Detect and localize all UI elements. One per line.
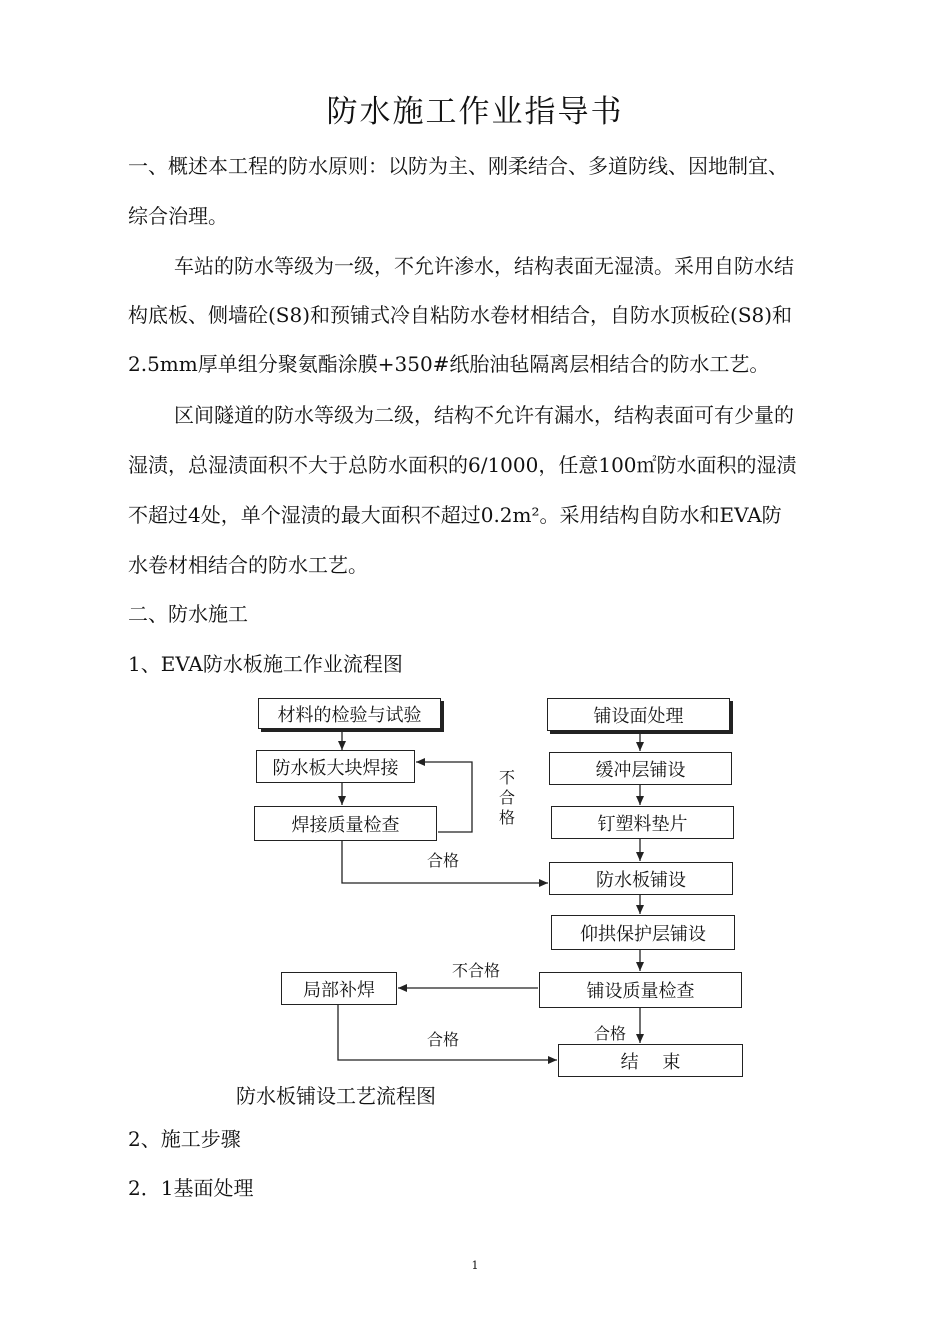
section-heading-construction: 二、防水施工: [128, 602, 248, 626]
label-fail-lay-check: 不合格: [452, 961, 501, 980]
flow-box-lay-check: 铺设质量检查: [539, 972, 742, 1008]
label-pass-lay-check: 合格: [594, 1024, 627, 1043]
subsection-steps-heading: 2、施工步骤: [128, 1127, 241, 1151]
flow-box-buffer: 缓冲层铺设: [549, 752, 732, 785]
flow-box-end: 结 束: [558, 1044, 743, 1077]
label-pass-repair: 合格: [427, 1030, 460, 1049]
page-number: 1: [471, 1259, 479, 1272]
paragraph-2-line-1: 车站的防水等级为一级，不允许渗水，结构表面无湿渍。采用自防水结: [174, 254, 794, 278]
paragraph-3-line-3: 不超过4处，单个湿渍的最大面积不超过0.2m²。采用结构自防水和EVA防: [128, 503, 782, 527]
flow-box-weld: 防水板大块焊接: [256, 750, 415, 783]
subsection-flowchart-heading: 1、EVA防水板施工作业流程图: [128, 652, 403, 676]
label-fail-vertical: 不合格: [498, 768, 515, 827]
flow-box-lay: 防水板铺设: [549, 862, 733, 895]
paragraph-2-line-2: 构底板、侧墙砼(S8)和预铺式冷自粘防水卷材相结合，自防水顶板砼(S8)和: [128, 303, 793, 327]
document-title: 防水施工作业指导书: [326, 94, 624, 130]
flowchart-caption: 防水板铺设工艺流程图: [236, 1084, 436, 1108]
flow-box-repair: 局部补焊: [281, 972, 397, 1005]
paragraph-3-line-1: 区间隧道的防水等级为二级，结构不允许有漏水，结构表面可有少量的: [174, 403, 794, 427]
flow-box-weld-check: 焊接质量检查: [254, 806, 437, 841]
paragraph-3-line-2: 湿渍，总湿渍面积不大于总防水面积的6/1000，任意100㎡防水面积的湿渍: [128, 453, 797, 477]
subsection-base-treatment-heading: 2．1基面处理: [128, 1176, 254, 1200]
flow-box-invert: 仰拱保护层铺设: [551, 915, 735, 950]
paragraph-1-line-1: 一、概述本工程的防水原则：以防为主、刚柔结合、多道防线、因地制宜、: [128, 154, 788, 178]
flow-box-material-check: 材料的检验与试验: [258, 698, 441, 729]
label-pass-weld: 合格: [427, 851, 460, 870]
flow-box-surface: 铺设面处理: [547, 698, 730, 731]
paragraph-2-line-3: 2.5mm厚单组分聚氨酯涂膜+350#纸胎油毡隔离层相结合的防水工艺。: [128, 352, 770, 376]
paragraph-1-line-2: 综合治理。: [128, 204, 228, 228]
paragraph-3-line-4: 水卷材相结合的防水工艺。: [128, 553, 368, 577]
flow-box-nail: 钉塑料垫片: [551, 806, 734, 839]
